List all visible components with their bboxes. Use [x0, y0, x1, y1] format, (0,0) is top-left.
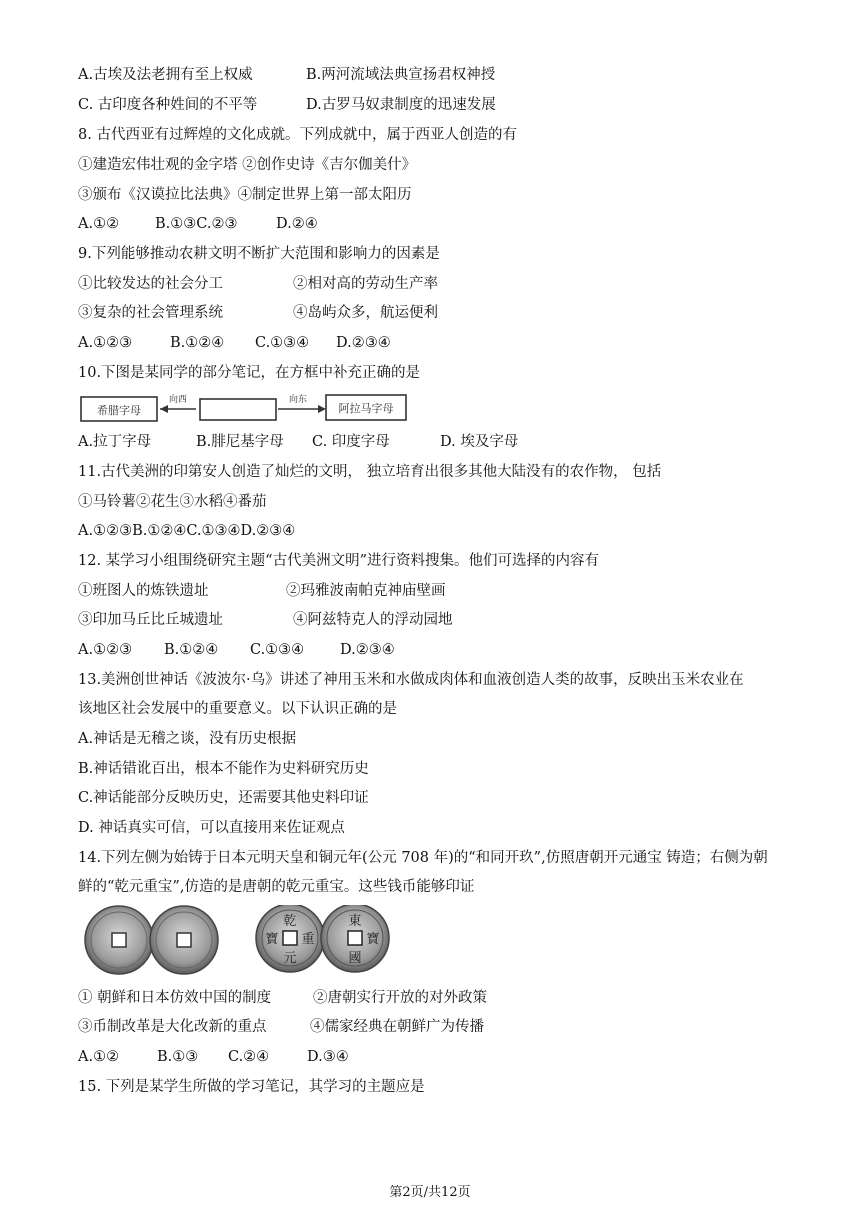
left-arrow-head	[160, 405, 168, 413]
svg-text:東: 東	[348, 914, 362, 929]
text-q8a-2: D.②④	[276, 216, 318, 232]
text-q14b: 鲜的“乾元重宝”,仿造的是唐朝的乾元重宝。这些钱币能够印证	[78, 879, 475, 895]
svg-text:重: 重	[301, 932, 315, 947]
text-q9a-1: B.①②④	[170, 335, 225, 351]
text-q14o2-1: ④儒家经典在朝鲜广为传播	[310, 1019, 484, 1035]
right-box-label: 阿拉马字母	[338, 402, 394, 415]
coin-left-2	[150, 906, 218, 974]
left-box-label: 希腊字母	[97, 404, 141, 417]
text-q8a-1: B.①③C.②③	[155, 216, 238, 232]
text-q12o1-0: ①班图人的炼铁遗址	[78, 583, 209, 599]
text-q12a-3: D.②③④	[340, 642, 395, 658]
text-q10a-2: C. 印度字母	[312, 434, 390, 450]
page-footer: 第2页/共12页	[389, 1185, 471, 1200]
right-arrow-label: 向东	[288, 395, 308, 405]
text-q12a-1: B.①②④	[164, 642, 219, 658]
text-q13D: D. 神话真实可信，可以直接用来佐证观点	[78, 820, 345, 836]
text-q12o2-0: ③印加马丘比丘城遗址	[78, 612, 223, 628]
text-q7a-1: B.两河流域法典宣扬君权神授	[306, 67, 496, 83]
text-q9o2-0: ③复杂的社会管理系统	[78, 305, 223, 321]
svg-text:寶: 寶	[265, 932, 279, 947]
alphabet-diagram	[80, 390, 410, 426]
text-q8o1: ①建造宏伟壮观的金字塔 ②创作史诗《吉尔伽美什》	[78, 157, 417, 173]
text-q11a: A.①②③B.①②④C.①③④D.②③④	[78, 523, 296, 539]
text-q9a-2: C.①③④	[255, 335, 310, 351]
text-q9o1-0: ①比较发达的社会分工	[78, 276, 223, 292]
text-q9: 9.下列能够推动农耕文明不断扩大范围和影响力的因素是	[78, 246, 440, 262]
text-q7a-0: A.古埃及法老拥有至上权威	[78, 67, 253, 83]
svg-text:寶: 寶	[366, 932, 380, 947]
text-q11: 11.古代美洲的印第安人创造了灿烂的文明， 独立培育出很多其他大陆没有的农作物， 包括	[78, 464, 662, 480]
right-arrow-head	[318, 405, 326, 413]
text-q10a-1: B.腓尼基字母	[196, 434, 284, 450]
coins-figure	[82, 905, 402, 975]
text-q12a-0: A.①②③	[78, 642, 133, 658]
text-q14a-1: B.①③	[157, 1049, 199, 1065]
text-q8: 8. 古代西亚有过辉煌的文化成就。下列成就中，属于西亚人创造的有	[78, 127, 517, 143]
text-q13B: B.神话错讹百出，根本不能作为史料研究历史	[78, 761, 369, 777]
text-q14a-2: C.②④	[228, 1049, 270, 1065]
text-q14a-3: D.③④	[307, 1049, 349, 1065]
text-q9a-0: A.①②③	[78, 335, 133, 351]
text-q8o2: ③颁布《汉谟拉比法典》④制定世界上第一部太阳历	[78, 187, 412, 203]
blank-box	[200, 399, 276, 420]
text-q10a-3: D. 埃及字母	[440, 434, 519, 450]
text-q11o: ①马铃薯②花生③水稻④番茄	[78, 494, 267, 510]
text-q14o1-0: ① 朝鲜和日本仿效中国的制度	[78, 990, 272, 1006]
text-q12a-2: C.①③④	[250, 642, 305, 658]
text-q13: 13.美洲创世神话《波波尔·乌》讲述了神用玉米和水做成肉体和血液创造人类的故事，反映出玉米农业在	[78, 672, 744, 688]
text-q15: 15. 下列是某学生所做的学习笔记，其学习的主题应是	[78, 1079, 425, 1095]
svg-text:國: 國	[348, 951, 362, 966]
text-q12o2-1: ④阿兹特克人的浮动园地	[293, 612, 453, 628]
text-q14: 14.下列左侧为始铸于日本元明天皇和铜元年(公元 708 年)的“和同开玖”,仿照唐朝开元通宝 铸造；右侧为朝	[78, 850, 768, 866]
text-q9o2-1: ④岛屿众多，航运便利	[293, 305, 438, 321]
text-q7b-1: D.古罗马奴隶制度的迅速发展	[306, 97, 496, 113]
text-q8a-0: A.①②	[78, 216, 120, 232]
text-q7b-0: C. 古印度各种姓间的不平等	[78, 97, 258, 113]
coin-left-1	[85, 906, 153, 974]
text-q9a-3: D.②③④	[336, 335, 391, 351]
svg-text:乾: 乾	[283, 914, 297, 929]
text-q13C: C.神话能部分反映历史，还需要其他史料印证	[78, 790, 369, 806]
text-q13A: A.神话是无稽之谈，没有历史根据	[78, 731, 297, 747]
text-q12: 12. 某学习小组围绕研究主题“古代美洲文明”进行资料搜集。他们可选择的内容有	[78, 553, 599, 569]
text-q14o1-1: ②唐朝实行开放的对外政策	[313, 990, 487, 1006]
coin-right-2	[321, 905, 389, 972]
text-q14a-0: A.①②	[78, 1049, 120, 1065]
text-q10a-0: A.拉丁字母	[78, 434, 152, 450]
text-q14o2-0: ③币制改革是大化改新的重点	[78, 1019, 267, 1035]
text-q9o1-1: ②相对高的劳动生产率	[293, 276, 438, 292]
text-q10: 10.下图是某同学的部分笔记，在方框中补充正确的是	[78, 365, 421, 381]
text-q12o1-1: ②玛雅波南帕克神庙壁画	[286, 583, 446, 599]
coin-right-1	[256, 905, 324, 972]
text-q13b: 该地区社会发展中的重要意义。以下认识正确的是	[78, 701, 397, 717]
svg-text:元: 元	[283, 951, 297, 966]
left-arrow-label: 向西	[168, 395, 188, 405]
